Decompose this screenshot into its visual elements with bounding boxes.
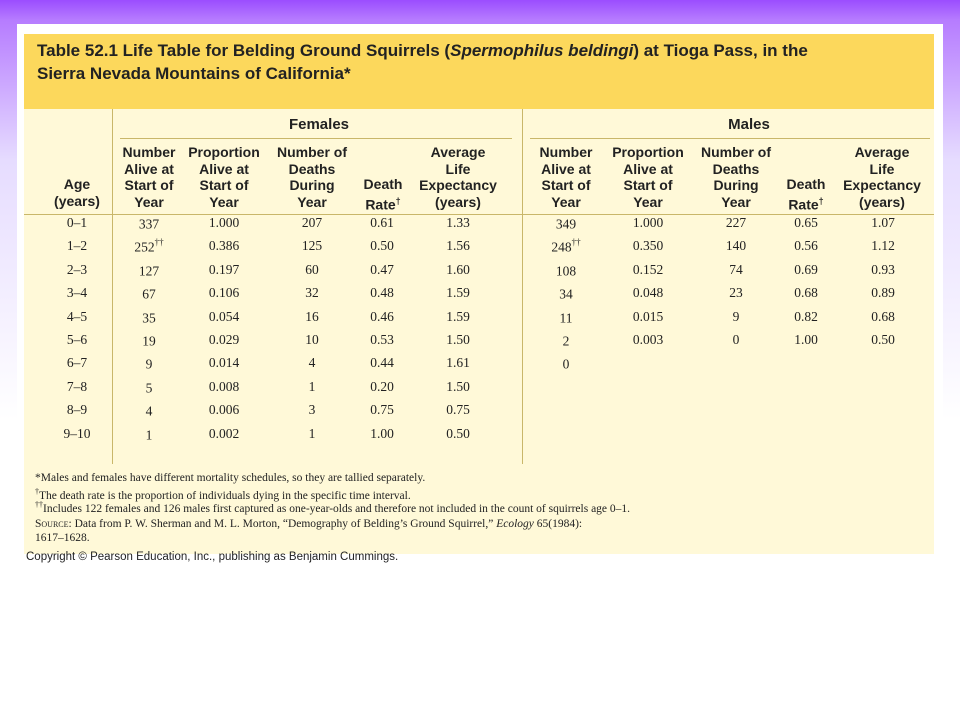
cell-value: 0.93 xyxy=(871,261,895,277)
cell-value: 1.59 xyxy=(446,308,470,324)
footnote-1: *Males and females have different mortality schedules, so they are tallied separately. xyxy=(35,472,426,484)
cell-value: 0.50 xyxy=(446,425,470,441)
cell-value: 0.048 xyxy=(632,285,664,301)
cell-f-prop xyxy=(184,379,264,395)
males-rule xyxy=(530,138,930,139)
cell-value: 1 xyxy=(308,378,316,394)
cell-value: 2 xyxy=(562,333,570,349)
cell-m-alive xyxy=(526,285,606,303)
cell-m-alive xyxy=(526,309,606,327)
cell-value: 349 xyxy=(555,216,577,232)
cell-m-rate xyxy=(766,332,846,348)
cell-f-rate xyxy=(342,309,422,325)
cell-f-rate xyxy=(342,379,422,395)
cell-value: 67 xyxy=(142,286,156,302)
cell-m-exp xyxy=(843,285,923,301)
cell-value: 3–4 xyxy=(66,285,88,301)
cell-m-deaths xyxy=(696,238,776,254)
cell-f-exp xyxy=(418,309,498,325)
cell-value: 0.75 xyxy=(370,402,394,418)
cell-value: 0.386 xyxy=(208,238,240,254)
cell-value: 125 xyxy=(301,238,323,254)
header-m-alive: Number Alive at Start of Year xyxy=(539,144,593,210)
cell-value: 1.00 xyxy=(794,332,818,347)
cell-f-prop xyxy=(184,215,264,231)
footnote-3 xyxy=(35,498,630,516)
cell-f-prop xyxy=(184,309,264,325)
cell-f-exp xyxy=(418,285,498,301)
cell-value: 16 xyxy=(305,308,319,324)
cell-age xyxy=(37,215,117,231)
cell-value: 0.48 xyxy=(370,285,394,301)
cell-value: 19 xyxy=(142,333,156,349)
header-m-proportion: Proportion Alive at Start of Year xyxy=(612,144,684,210)
cell-value: 0.89 xyxy=(871,285,895,301)
cell-value: 0.65 xyxy=(794,215,818,230)
cell-f-alive xyxy=(109,309,189,327)
cell-m-deaths xyxy=(696,309,776,325)
cell-value: 0.50 xyxy=(871,332,895,347)
cell-f-alive xyxy=(109,379,189,397)
cell-value: 0.002 xyxy=(208,425,240,441)
header-m-deaths: Number of Deaths During Year xyxy=(701,144,771,210)
cell-f-alive xyxy=(109,285,189,303)
cell-value: 0.53 xyxy=(370,332,394,347)
cell-f-deaths xyxy=(272,215,352,231)
cell-f-prop xyxy=(184,402,264,418)
cell-value: 3 xyxy=(308,402,316,418)
cell-f-exp xyxy=(418,262,498,278)
cell-f-prop xyxy=(184,355,264,371)
cell-f-prop xyxy=(184,285,264,301)
header-age: Age (years) xyxy=(54,176,100,209)
cell-value: 0.054 xyxy=(208,308,240,324)
cell-value: 35 xyxy=(142,310,156,326)
header-m-rate xyxy=(781,176,831,213)
cell-value: 0.20 xyxy=(370,378,394,394)
cell-value: 0.003 xyxy=(632,332,664,347)
source-label: Source: xyxy=(35,518,72,530)
cell-f-alive xyxy=(109,262,189,280)
header-f-deaths: Number of Deaths During Year xyxy=(277,144,347,210)
source-text: Data from P. W. Sherman and M. L. Morton, “Demography of Belding’s Ground Squirrel,” xyxy=(71,518,497,530)
cell-value: 34 xyxy=(559,286,573,302)
cell-value: 108 xyxy=(555,263,577,279)
cell-f-rate xyxy=(342,238,422,254)
cell-value: 0.56 xyxy=(794,238,818,254)
header-m-rate-mark: † xyxy=(818,195,824,206)
header-f-rate-mark: † xyxy=(395,195,401,206)
cell-f-alive xyxy=(109,332,189,350)
cell-m-exp xyxy=(843,309,923,325)
cell-value: 0.82 xyxy=(794,308,818,324)
cell-value: 0.68 xyxy=(794,285,818,301)
cell-value: 0.015 xyxy=(632,308,664,324)
cell-m-rate xyxy=(766,262,846,278)
divider-sexes xyxy=(522,109,523,464)
cell-value: 7–8 xyxy=(66,378,88,394)
cell-f-alive xyxy=(109,238,189,256)
cell-value: 2–3 xyxy=(66,261,88,277)
cell-value: 74 xyxy=(729,261,743,277)
cell-footnote-mark: †† xyxy=(154,237,164,248)
cell-f-rate xyxy=(342,402,422,418)
cell-f-prop xyxy=(184,262,264,278)
cell-m-exp xyxy=(843,332,923,348)
cell-m-deaths xyxy=(696,262,776,278)
cell-m-prop xyxy=(608,309,688,325)
header-f-rate-text: Death Rate xyxy=(363,176,403,213)
cell-age xyxy=(37,238,117,254)
females-rule xyxy=(120,138,512,139)
slide xyxy=(17,24,943,566)
cell-value: 0.50 xyxy=(370,238,394,254)
footnote-2-mark: † xyxy=(35,487,39,496)
cell-f-exp xyxy=(418,379,498,395)
cell-f-deaths xyxy=(272,332,352,348)
cell-value: 4–5 xyxy=(66,308,88,324)
cell-m-rate xyxy=(766,285,846,301)
cell-m-rate xyxy=(766,309,846,325)
header-m-rate-text: Death Rate xyxy=(786,176,826,213)
cell-value: 1.60 xyxy=(446,261,470,277)
cell-value: 9 xyxy=(732,308,740,324)
group-females: Females xyxy=(288,116,350,133)
cell-f-exp xyxy=(418,355,498,371)
cell-value: 0 xyxy=(562,356,570,372)
cell-m-exp xyxy=(843,215,923,231)
cell-value: 5 xyxy=(145,380,153,396)
cell-f-deaths xyxy=(272,262,352,278)
footnote-3-mark: †† xyxy=(35,500,43,509)
cell-f-deaths xyxy=(272,402,352,418)
cell-f-alive xyxy=(109,215,189,233)
cell-value: 0.152 xyxy=(632,261,664,277)
group-males: Males xyxy=(728,116,770,133)
cell-value: 0.029 xyxy=(208,332,240,347)
cell-f-prop xyxy=(184,332,264,348)
cell-f-alive xyxy=(109,426,189,444)
source-note xyxy=(35,518,735,545)
cell-value: 60 xyxy=(305,261,319,277)
cell-f-prop xyxy=(184,238,264,254)
cell-value: 207 xyxy=(301,215,323,230)
cell-f-prop xyxy=(184,426,264,442)
cell-value: 1 xyxy=(308,425,316,441)
cell-m-prop xyxy=(608,262,688,278)
cell-value: 5–6 xyxy=(66,332,88,347)
cell-value: 4 xyxy=(308,355,316,371)
cell-age xyxy=(37,379,117,395)
cell-value: 1.07 xyxy=(871,215,895,230)
copyright: Copyright © Pearson Education, Inc., publishing as Benjamin Cummings. xyxy=(26,551,399,563)
header-f-expectancy: Average Life Expectancy (years) xyxy=(419,144,497,210)
life-table-panel xyxy=(24,34,934,554)
cell-value: 227 xyxy=(725,215,747,230)
cell-value: 140 xyxy=(725,238,747,254)
cell-age xyxy=(37,332,117,348)
cell-f-deaths xyxy=(272,379,352,395)
cell-m-prop xyxy=(608,238,688,254)
cell-value: 0.008 xyxy=(208,378,240,394)
cell-f-deaths xyxy=(272,426,352,442)
cell-value: 252 xyxy=(134,239,155,255)
cell-age xyxy=(37,285,117,301)
cell-f-rate xyxy=(342,355,422,371)
cell-f-alive xyxy=(109,355,189,373)
cell-m-rate xyxy=(766,238,846,254)
cell-f-exp xyxy=(418,402,498,418)
cell-m-prop xyxy=(608,285,688,301)
cell-f-exp xyxy=(418,215,498,231)
cell-m-rate xyxy=(766,215,846,231)
cell-value: 0.75 xyxy=(446,402,470,418)
cell-value: 1.00 xyxy=(370,425,394,441)
source-journal: Ecology xyxy=(496,518,534,530)
cell-f-alive xyxy=(109,402,189,420)
cell-f-rate xyxy=(342,332,422,348)
header-f-alive: Number Alive at Start of Year xyxy=(122,144,176,210)
source-pages: 1617–1628. xyxy=(35,531,90,544)
cell-value: 9–10 xyxy=(63,425,91,441)
footnote-2-text: The death rate is the proportion of individuals dying in the specific time interval. xyxy=(39,489,411,502)
cell-value: 0.68 xyxy=(871,308,895,324)
cell-m-deaths xyxy=(696,215,776,231)
title-suffix: ) at Tioga Pass, in the xyxy=(633,41,808,60)
cell-value: 11 xyxy=(559,310,573,326)
cell-age xyxy=(37,402,117,418)
cell-value: 8–9 xyxy=(66,402,88,418)
cell-age xyxy=(37,426,117,442)
cell-m-alive xyxy=(526,355,606,373)
cell-value: 4 xyxy=(145,403,153,419)
cell-m-prop xyxy=(608,332,688,348)
cell-footnote-mark: †† xyxy=(571,237,581,248)
cell-value: 1 xyxy=(145,427,153,443)
cell-value: 0.350 xyxy=(632,238,664,254)
cell-m-alive xyxy=(526,238,606,256)
cell-f-exp xyxy=(418,426,498,442)
cell-m-deaths xyxy=(696,332,776,348)
table-title xyxy=(37,39,917,85)
cell-f-exp xyxy=(418,332,498,348)
cell-value: 0.46 xyxy=(370,308,394,324)
title-species: Spermophilus beldingi xyxy=(450,41,634,60)
title-line2: Sierra Nevada Mountains of California* xyxy=(37,64,351,83)
cell-age xyxy=(37,309,117,325)
cell-value: 0.47 xyxy=(370,261,394,277)
cell-f-rate xyxy=(342,262,422,278)
cell-value: 0.014 xyxy=(208,355,240,371)
cell-value: 127 xyxy=(138,263,160,279)
cell-m-alive xyxy=(526,332,606,350)
cell-value: 1.50 xyxy=(446,332,470,347)
cell-value: 0.197 xyxy=(208,261,240,277)
cell-value: 1.59 xyxy=(446,285,470,301)
cell-f-rate xyxy=(342,215,422,231)
cell-f-rate xyxy=(342,285,422,301)
cell-f-deaths xyxy=(272,355,352,371)
cell-f-deaths xyxy=(272,238,352,254)
cell-m-deaths xyxy=(696,285,776,301)
source-rest: 65(1984): xyxy=(533,518,583,530)
cell-f-deaths xyxy=(272,309,352,325)
cell-value: 23 xyxy=(729,285,743,301)
cell-value: 0–1 xyxy=(66,215,88,230)
cell-m-prop xyxy=(608,215,688,231)
cell-f-deaths xyxy=(272,285,352,301)
cell-value: 1.61 xyxy=(446,355,470,371)
cell-age xyxy=(37,355,117,371)
cell-value: 0 xyxy=(732,332,740,347)
cell-value: 32 xyxy=(305,285,319,301)
cell-value: 337 xyxy=(138,216,160,232)
footnote-3-text: Includes 122 females and 126 males first captured as one-year-olds and therefore not included in the count of squirrels age 0–1. xyxy=(43,502,631,515)
cell-value: 1.56 xyxy=(446,238,470,254)
cell-f-rate xyxy=(342,426,422,442)
cell-value: 0.44 xyxy=(370,355,394,371)
title-bar xyxy=(24,34,934,109)
cell-value: 1.33 xyxy=(446,215,470,230)
cell-value: 248 xyxy=(551,239,572,255)
cell-f-exp xyxy=(418,238,498,254)
cell-value: 9 xyxy=(145,356,153,372)
cell-value: 6–7 xyxy=(66,355,88,371)
cell-value: 1–2 xyxy=(66,238,88,254)
cell-m-alive xyxy=(526,262,606,280)
cell-value: 0.69 xyxy=(794,261,818,277)
header-f-proportion: Proportion Alive at Start of Year xyxy=(188,144,260,210)
cell-value: 0.006 xyxy=(208,402,240,418)
cell-m-exp xyxy=(843,238,923,254)
cell-value: 0.61 xyxy=(370,215,394,230)
cell-value: 1.50 xyxy=(446,378,470,394)
cell-value: 1.12 xyxy=(871,238,895,254)
cell-m-exp xyxy=(843,262,923,278)
cell-value: 0.106 xyxy=(208,285,240,301)
header-m-expectancy: Average Life Expectancy (years) xyxy=(843,144,921,210)
cell-value: 10 xyxy=(305,332,319,347)
title-prefix: Table 52.1 Life Table for Belding Ground Squirrels ( xyxy=(37,41,451,60)
cell-value: 1.000 xyxy=(208,215,240,230)
cell-m-alive xyxy=(526,215,606,233)
header-f-rate xyxy=(358,176,408,213)
cell-value: 1.000 xyxy=(632,215,664,230)
cell-age xyxy=(37,262,117,278)
